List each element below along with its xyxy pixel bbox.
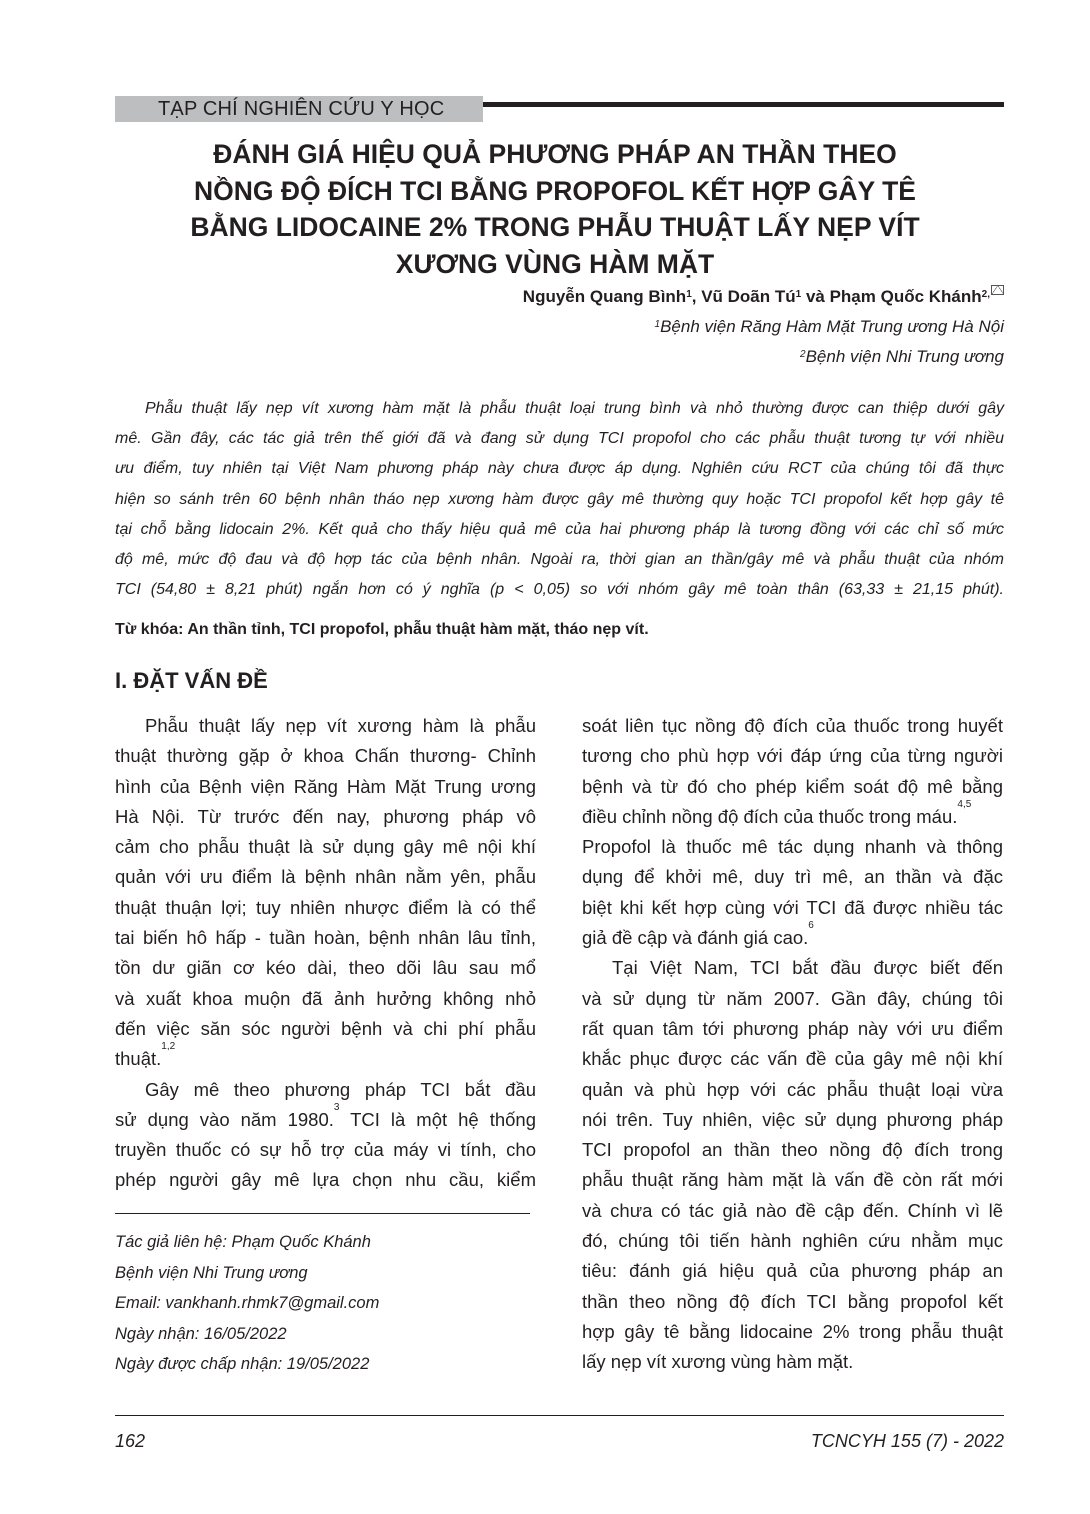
body-text: TCI là một hệ thống (339, 1108, 537, 1130)
title-line: NỒNG ĐỘ ĐÍCH TCI BẰNG PROPOFOL KẾT HỢP GÂY TÊ (194, 175, 916, 206)
body-text: hợp gây tê bằng lidocaine 2% trong phẫu thuật (582, 1320, 1003, 1342)
body-text: phẫu thuật răng hàm mặt là vấn đề còn rất mới (582, 1169, 1003, 1191)
title-line: ĐÁNH GIÁ HIỆU QUẢ PHƯƠNG PHÁP AN THẦN THEO (213, 139, 897, 169)
body-text: sử dụng vào năm 1980. (115, 1108, 334, 1130)
body-text-line (582, 798, 1003, 832)
body-text: biệt khi kết hợp cùng với TCI đã được nhiều tác (582, 896, 1003, 918)
body-text: soát liên tục nồng độ đích của thuốc trong huyết (582, 715, 1003, 736)
envelope-icon (991, 285, 1004, 295)
journal-reference: TCNCYH 155 (7) - 2022 (810, 1431, 1004, 1451)
body-text-line (582, 1256, 1003, 1286)
body-text-line (582, 862, 1003, 892)
body-text-line (115, 953, 536, 983)
body-text-line (115, 1135, 536, 1165)
citation-mark: 1,2 (161, 1041, 176, 1053)
body-text-line (115, 1041, 536, 1074)
body-text: Tại Việt Nam, TCI bắt đầu được biết đến (612, 957, 1003, 979)
body-text: quản với ưu điểm là bệnh nhân nằm yên, phẫu (115, 866, 536, 888)
author-affiliation-mark: 2, (981, 289, 990, 300)
abstract-line: ưu điểm, tuy nhiên tại Việt Nam phương pháp này chưa được áp dụng. Nghiên cứu RCT của chúng tôi đã thực (115, 460, 1004, 478)
body-text-line (582, 1105, 1003, 1135)
body-text-line (115, 711, 536, 741)
abstract-line: độ mê, mức độ đau và độ hợp tác của bệnh nhân. Ngoài ra, thời gian an thần/gây mê và phẫu thuật của nhóm (115, 550, 1004, 568)
body-text-line (582, 893, 1003, 923)
body-text: rất quan tâm tới phương pháp này với ưu điểm (582, 1017, 1003, 1039)
author-separator: và (801, 287, 830, 306)
body-text-line (582, 984, 1003, 1014)
body-text-line (582, 1347, 1003, 1377)
footnote-line: Email: vankhanh.rhmk7@gmail.com (115, 1294, 380, 1312)
abstract-line: hiện so sánh trên 60 bệnh nhân tháo nẹp xương hàm được gây mê thường quy hoặc TCI propofol kết hợp gây tê (115, 490, 1004, 508)
body-text-line (582, 1226, 1003, 1256)
body-text: dụng để khởi mê, duy trì mê, an thần và đặc (582, 866, 1003, 888)
body-text: đến việc săn sóc người bệnh và chi phí phẫu (115, 1017, 536, 1039)
affiliation (655, 316, 1004, 338)
body-text: và xuất khoa muộn đã ảnh hưởng không nhỏ (115, 987, 536, 1009)
body-text-line (582, 1014, 1003, 1044)
body-text: Hà Nội. Từ trước đến nay, phương pháp vô (115, 805, 536, 827)
affiliation-text: Bệnh viện Nhi Trung ương (805, 347, 1004, 366)
body-text-line (582, 920, 1003, 953)
body-text: đó, chúng tôi tiến hành nghiên cứu nhằm mục (582, 1230, 1003, 1252)
body-text: tồn dư giãn cơ kéo dài, theo dõi lâu sau mổ (115, 957, 536, 979)
body-text-line (115, 1014, 536, 1044)
body-text: Propofol là thuốc mê tác dụng nhanh và thông (582, 836, 1003, 858)
body-text-line (582, 711, 1003, 741)
body-text-line (582, 1196, 1003, 1226)
author-name: Vũ Doãn Tú (701, 287, 796, 306)
author-affiliation-mark: 1 (795, 289, 802, 300)
body-text: giả đề cập và đánh giá cao. (582, 927, 809, 949)
journal-name: TẠP CHÍ NGHIÊN CỨU Y HỌC (158, 98, 445, 120)
body-text-line (582, 741, 1003, 771)
body-text-line (582, 1075, 1003, 1105)
body-text-line (115, 923, 536, 953)
body-text: Phẫu thuật lấy nẹp vít xương hàm là phẫu (145, 715, 536, 736)
body-text: khắc phục được các vấn đề của gây mê nội khí (582, 1048, 1003, 1070)
page-number: 162 (115, 1431, 146, 1451)
body-text-line (582, 1287, 1003, 1317)
body-text: thuật thuận lợi; tuy nhiên nhược điểm là có thể (115, 896, 536, 918)
body-text-line (115, 862, 536, 892)
citation-mark: 4,5 (957, 798, 972, 810)
body-text-line (115, 1101, 537, 1135)
author-name: Phạm Quốc Khánh (829, 287, 982, 306)
affiliation (800, 346, 1004, 368)
title-line: BẰNG LIDOCAINE 2% TRONG PHẪU THUẬT LẤY NẸP VÍT (190, 212, 920, 242)
body-text-line (115, 772, 536, 802)
body-text-line (115, 832, 536, 862)
header-rule (483, 102, 1004, 107)
footnote-rule (115, 1213, 530, 1214)
author-list (523, 286, 1004, 308)
abstract-line: mê. Gần đây, các tác giả trên thế giới đã và đang sử dụng TCI propofol cho các phẫu thuật tương tự với nhiều (115, 430, 1004, 448)
body-text-line (115, 802, 536, 832)
body-text: tai biến hô hấp - tuần hoàn, bệnh nhân lâu tỉnh, (115, 927, 536, 949)
body-text-line (115, 1165, 536, 1195)
body-text: Gây mê theo phương pháp TCI bắt đầu (145, 1078, 536, 1100)
footnote-line: Tác giả liên hệ: Phạm Quốc Khánh (115, 1233, 371, 1251)
body-text: điều chỉnh nồng độ đích của thuốc trong máu. (582, 805, 958, 827)
body-text: thuật. (115, 1048, 162, 1070)
footnote-line: Bệnh viện Nhi Trung ương (115, 1263, 308, 1282)
body-text-line (582, 1165, 1003, 1195)
body-text: bệnh và từ đó cho phép kiểm soát độ mê bằng (582, 775, 1003, 797)
body-text-line (115, 984, 536, 1014)
abstract-line: TCI (54,80 ± 8,21 phút) ngắn hơn có ý nghĩa (p < 0,05) so với nhóm gây mê toàn thân (63,33 ± 21,15 phút). (115, 581, 1004, 599)
abstract-line: Phẫu thuật lấy nẹp vít xương hàm mặt là phẫu thuật loại trung bình và nhỏ thường được can thiệp dưới gây (145, 400, 1004, 417)
abstract-line: tại chỗ bằng lidocain 2%. Kết quả cho thấy hiệu quả mê của hai phương pháp là tương đồng với các chỉ số mức (115, 520, 1004, 538)
correspondence-footnote (115, 1227, 379, 1380)
left-column (115, 711, 536, 1196)
citation-mark: 6 (808, 920, 814, 932)
body-text-line (582, 832, 1003, 862)
footnote-line: Ngày nhận: 16/05/2022 (115, 1324, 287, 1343)
body-text: tương cho phù hợp với đáp ứng của từng người (582, 745, 1003, 767)
body-text-line (582, 1135, 1003, 1165)
affiliation-mark: 2 (800, 349, 806, 360)
right-column (582, 711, 1003, 1378)
article-title (100, 136, 1010, 282)
body-text: thần theo nồng độ đích TCI bằng propofol kết (582, 1290, 1003, 1312)
body-text: nói trên. Tuy nhiên, việc sử dụng phương pháp (582, 1108, 1003, 1130)
footer-rule (115, 1415, 1004, 1416)
keywords: Từ khóa: An thần tỉnh, TCI propofol, phẫu thuật hàm mặt, tháo nẹp vít. (115, 621, 649, 638)
title-line: XƯƠNG VÙNG HÀM MẶT (395, 248, 715, 279)
body-text-line (115, 741, 536, 771)
affiliation-text: Bệnh viện Răng Hàm Mặt Trung ương Hà Nội (660, 317, 1004, 336)
author-name: Nguyễn Quang Bình (522, 287, 687, 306)
author-affiliation-mark: 1 (686, 289, 692, 300)
body-text: tiêu: đánh giá hiệu quả của phương pháp an (582, 1260, 1003, 1282)
body-text: và sử dụng từ năm 2007. Gần đây, chúng tôi (582, 987, 1003, 1009)
body-text: TCI propofol an thần theo nồng độ đích trong (582, 1139, 1003, 1161)
body-text-line (115, 893, 536, 923)
body-text-line (582, 1044, 1003, 1074)
body-text: quản và phù hợp với các phẫu thuật loại vừa (582, 1078, 1003, 1100)
affiliation-mark: 1 (654, 319, 661, 330)
body-text: hình của Bệnh viện Răng Hàm Mặt Trung ương (115, 775, 536, 797)
section-heading: I. ĐẶT VẤN ĐỀ (115, 668, 268, 693)
body-text: phép người gây mê lựa chọn nhu cầu, kiểm (115, 1169, 536, 1191)
body-text-line (582, 953, 1003, 983)
body-text-line (115, 1075, 536, 1105)
body-text: truyền thuốc có sự hỗ trợ của máy vi tính, cho (115, 1139, 536, 1161)
body-text-line (582, 772, 1003, 802)
author-separator: , (691, 287, 702, 306)
citation-mark: 3 (333, 1101, 340, 1113)
body-text-line (582, 1317, 1003, 1347)
body-text: thuật thường gặp ở khoa Chấn thương- Chỉnh (115, 745, 536, 767)
body-text: và chưa có tác giả nào đề cập đến. Chính vì lẽ (582, 1199, 1003, 1221)
body-text: lấy nẹp vít xương vùng hàm mặt. (582, 1351, 854, 1373)
abstract (115, 394, 1004, 605)
footnote-line: Ngày được chấp nhận: 19/05/2022 (115, 1355, 370, 1373)
body-text: cảm cho phẫu thuật là sử dụng gây mê nội khí (115, 836, 536, 858)
